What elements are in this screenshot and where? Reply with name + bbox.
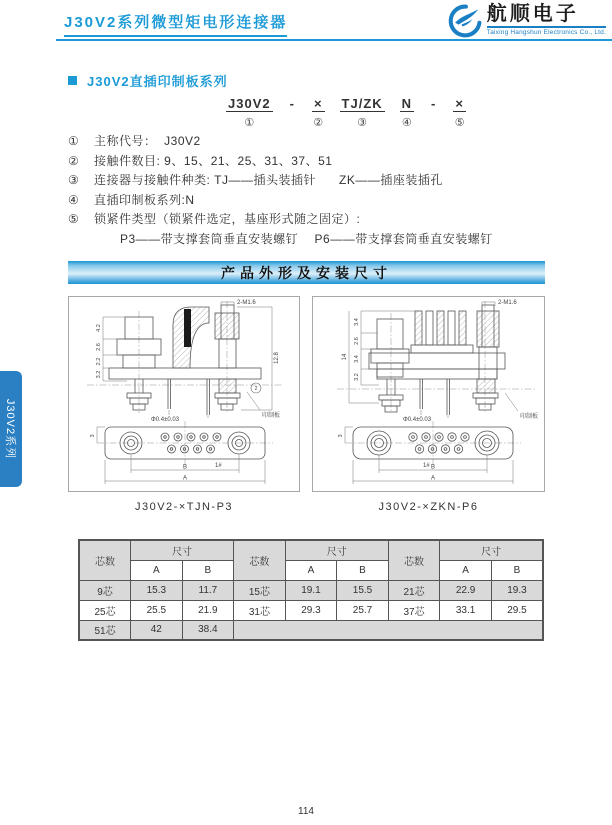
dim-b-label: B: [430, 464, 436, 471]
col-header-size: 尺寸: [440, 540, 543, 560]
col-header-cores: 芯数: [79, 540, 131, 580]
table-cell: 25.5: [131, 600, 183, 620]
pin-diameter-label: Φ0.4±0.03: [402, 417, 432, 423]
table-cell: 19.3: [491, 580, 543, 600]
logo-underline: [487, 26, 606, 28]
section-heading: [68, 71, 228, 90]
col-header-cores: 芯数: [388, 540, 440, 580]
note-line: ② 接触件数目: 9、15、21、25、31、37、51: [68, 153, 333, 168]
section-title: J30V2直插印制板系列: [87, 74, 228, 89]
table-cell-empty: [234, 620, 543, 640]
screw-spec-label: 2-M1.6: [237, 300, 256, 306]
pn-segment: J30V2 ①: [228, 96, 271, 129]
technical-drawing-tjn-p3: [68, 296, 300, 492]
total-height-label: 14: [342, 353, 348, 361]
drawing-caption-tjn-p3: J30V2-×TJN-P3: [134, 501, 234, 513]
col-header-cores: 芯数: [234, 540, 286, 580]
table-cell: 15.5: [337, 580, 389, 600]
logo-text: [487, 3, 606, 36]
series-side-tab-label: J30V2系列: [4, 398, 17, 460]
table-cell: 21.9: [182, 600, 234, 620]
pin-row-label: 1#: [215, 463, 222, 469]
logo-company-name-en: Taixing Hangshun Electronics Co., Ltd.: [486, 29, 606, 36]
table-subheader-row: [79, 560, 543, 580]
pn-segment: -: [431, 96, 437, 111]
pn-segment: × ②: [313, 96, 324, 129]
note-line: ① 主称代号： J30V2: [68, 134, 201, 148]
col-header-b: B: [182, 560, 234, 580]
banner-title: 产品外形及安装尺寸: [221, 264, 392, 281]
dim-label: 2.6: [354, 337, 360, 345]
technical-drawing-zkn-p6: [312, 296, 545, 492]
page-number: 114: [298, 806, 314, 817]
table-cell: 29.3: [285, 600, 337, 620]
screw-spec-label: 2-M1.6: [498, 300, 517, 306]
table-cell: 51芯: [79, 620, 131, 640]
pin-row-label: 1#: [423, 463, 430, 469]
table-cell: 25.7: [337, 600, 389, 620]
dim-label: 3.2: [96, 370, 102, 379]
table-cell: 37芯: [388, 600, 440, 620]
pn-segment: × ⑤: [454, 96, 465, 129]
pcb-label: 印制板: [520, 414, 539, 420]
table-cell: 33.1: [440, 600, 492, 620]
section-bullet-icon: [68, 76, 77, 85]
table-cell: 21芯: [388, 580, 440, 600]
table-cell: 11.7: [182, 580, 234, 600]
drawing-mark-2: 2: [254, 386, 258, 393]
note-line: ⑤ 锁紧件类型（锁紧件选定，基座形式随之固定）:: [68, 212, 361, 226]
table-row: [79, 580, 543, 600]
company-logo: [447, 3, 606, 44]
dim-label: 2.6: [96, 343, 102, 351]
dimensions-table: [78, 539, 544, 641]
table-cell: 22.9: [440, 580, 492, 600]
dim-label: 4.2: [96, 324, 102, 332]
pn-segment: TJ/ZK ③: [341, 96, 383, 129]
table-cell: 38.4: [182, 620, 234, 640]
part-number-notes: [68, 132, 493, 249]
table-cell: 19.1: [285, 580, 337, 600]
dim-label: 3.4: [354, 318, 360, 326]
note-line: ④ 直插印制板系列:N: [68, 192, 195, 207]
dim-label: 2.2: [96, 357, 102, 366]
col-header-size: 尺寸: [131, 540, 234, 560]
note-line: ③ 连接器与接触件种类: TJ——插头装插针 ZK——插座装插孔: [68, 173, 443, 187]
logo-swoosh-icon: [447, 3, 483, 44]
dim-label: 3: [338, 434, 344, 438]
series-side-tab: [0, 371, 22, 487]
pn-segment: -: [289, 96, 295, 111]
pcb-label: 印制板: [262, 413, 281, 419]
dim-b-label: B: [182, 464, 188, 471]
table-header-row: [79, 540, 543, 560]
pn-segment: N ④: [401, 96, 413, 129]
page-title: J30V2系列微型矩电形连接器: [64, 11, 287, 37]
table-row: [79, 600, 543, 620]
col-header-size: 尺寸: [285, 540, 388, 560]
dim-a-label: A: [430, 475, 436, 482]
pin-diameter-label: Φ0.4±0.03: [150, 417, 180, 423]
dim-label: 3.4: [354, 355, 360, 363]
dim-label: 3: [90, 434, 96, 438]
table-row: [79, 620, 543, 640]
col-header-a: A: [131, 560, 183, 580]
table-cell: 15芯: [234, 580, 286, 600]
note-line: P3——带支撑套筒垂直安装螺钉 P6——带支撑套筒垂直安装螺钉: [120, 231, 493, 246]
col-header-a: A: [440, 560, 492, 580]
col-header-b: B: [337, 560, 389, 580]
table-cell: 25芯: [79, 600, 131, 620]
logo-company-name: 航顺电子: [486, 3, 579, 25]
drawing-caption-zkn-p6: J30V2-×ZKN-P6: [378, 501, 479, 513]
col-header-b: B: [491, 560, 543, 580]
part-number-diagram: [226, 96, 466, 128]
dim-a-label: A: [182, 475, 188, 482]
table-cell: 31芯: [234, 600, 286, 620]
col-header-a: A: [285, 560, 337, 580]
section-banner: [68, 261, 545, 284]
table-cell: 9芯: [79, 580, 131, 600]
table-cell: 15.3: [131, 580, 183, 600]
dim-label: 3.2: [354, 373, 360, 381]
height-dim-label: 12.8: [274, 352, 280, 364]
table-cell: 42: [131, 620, 183, 640]
table-cell: 29.5: [491, 600, 543, 620]
